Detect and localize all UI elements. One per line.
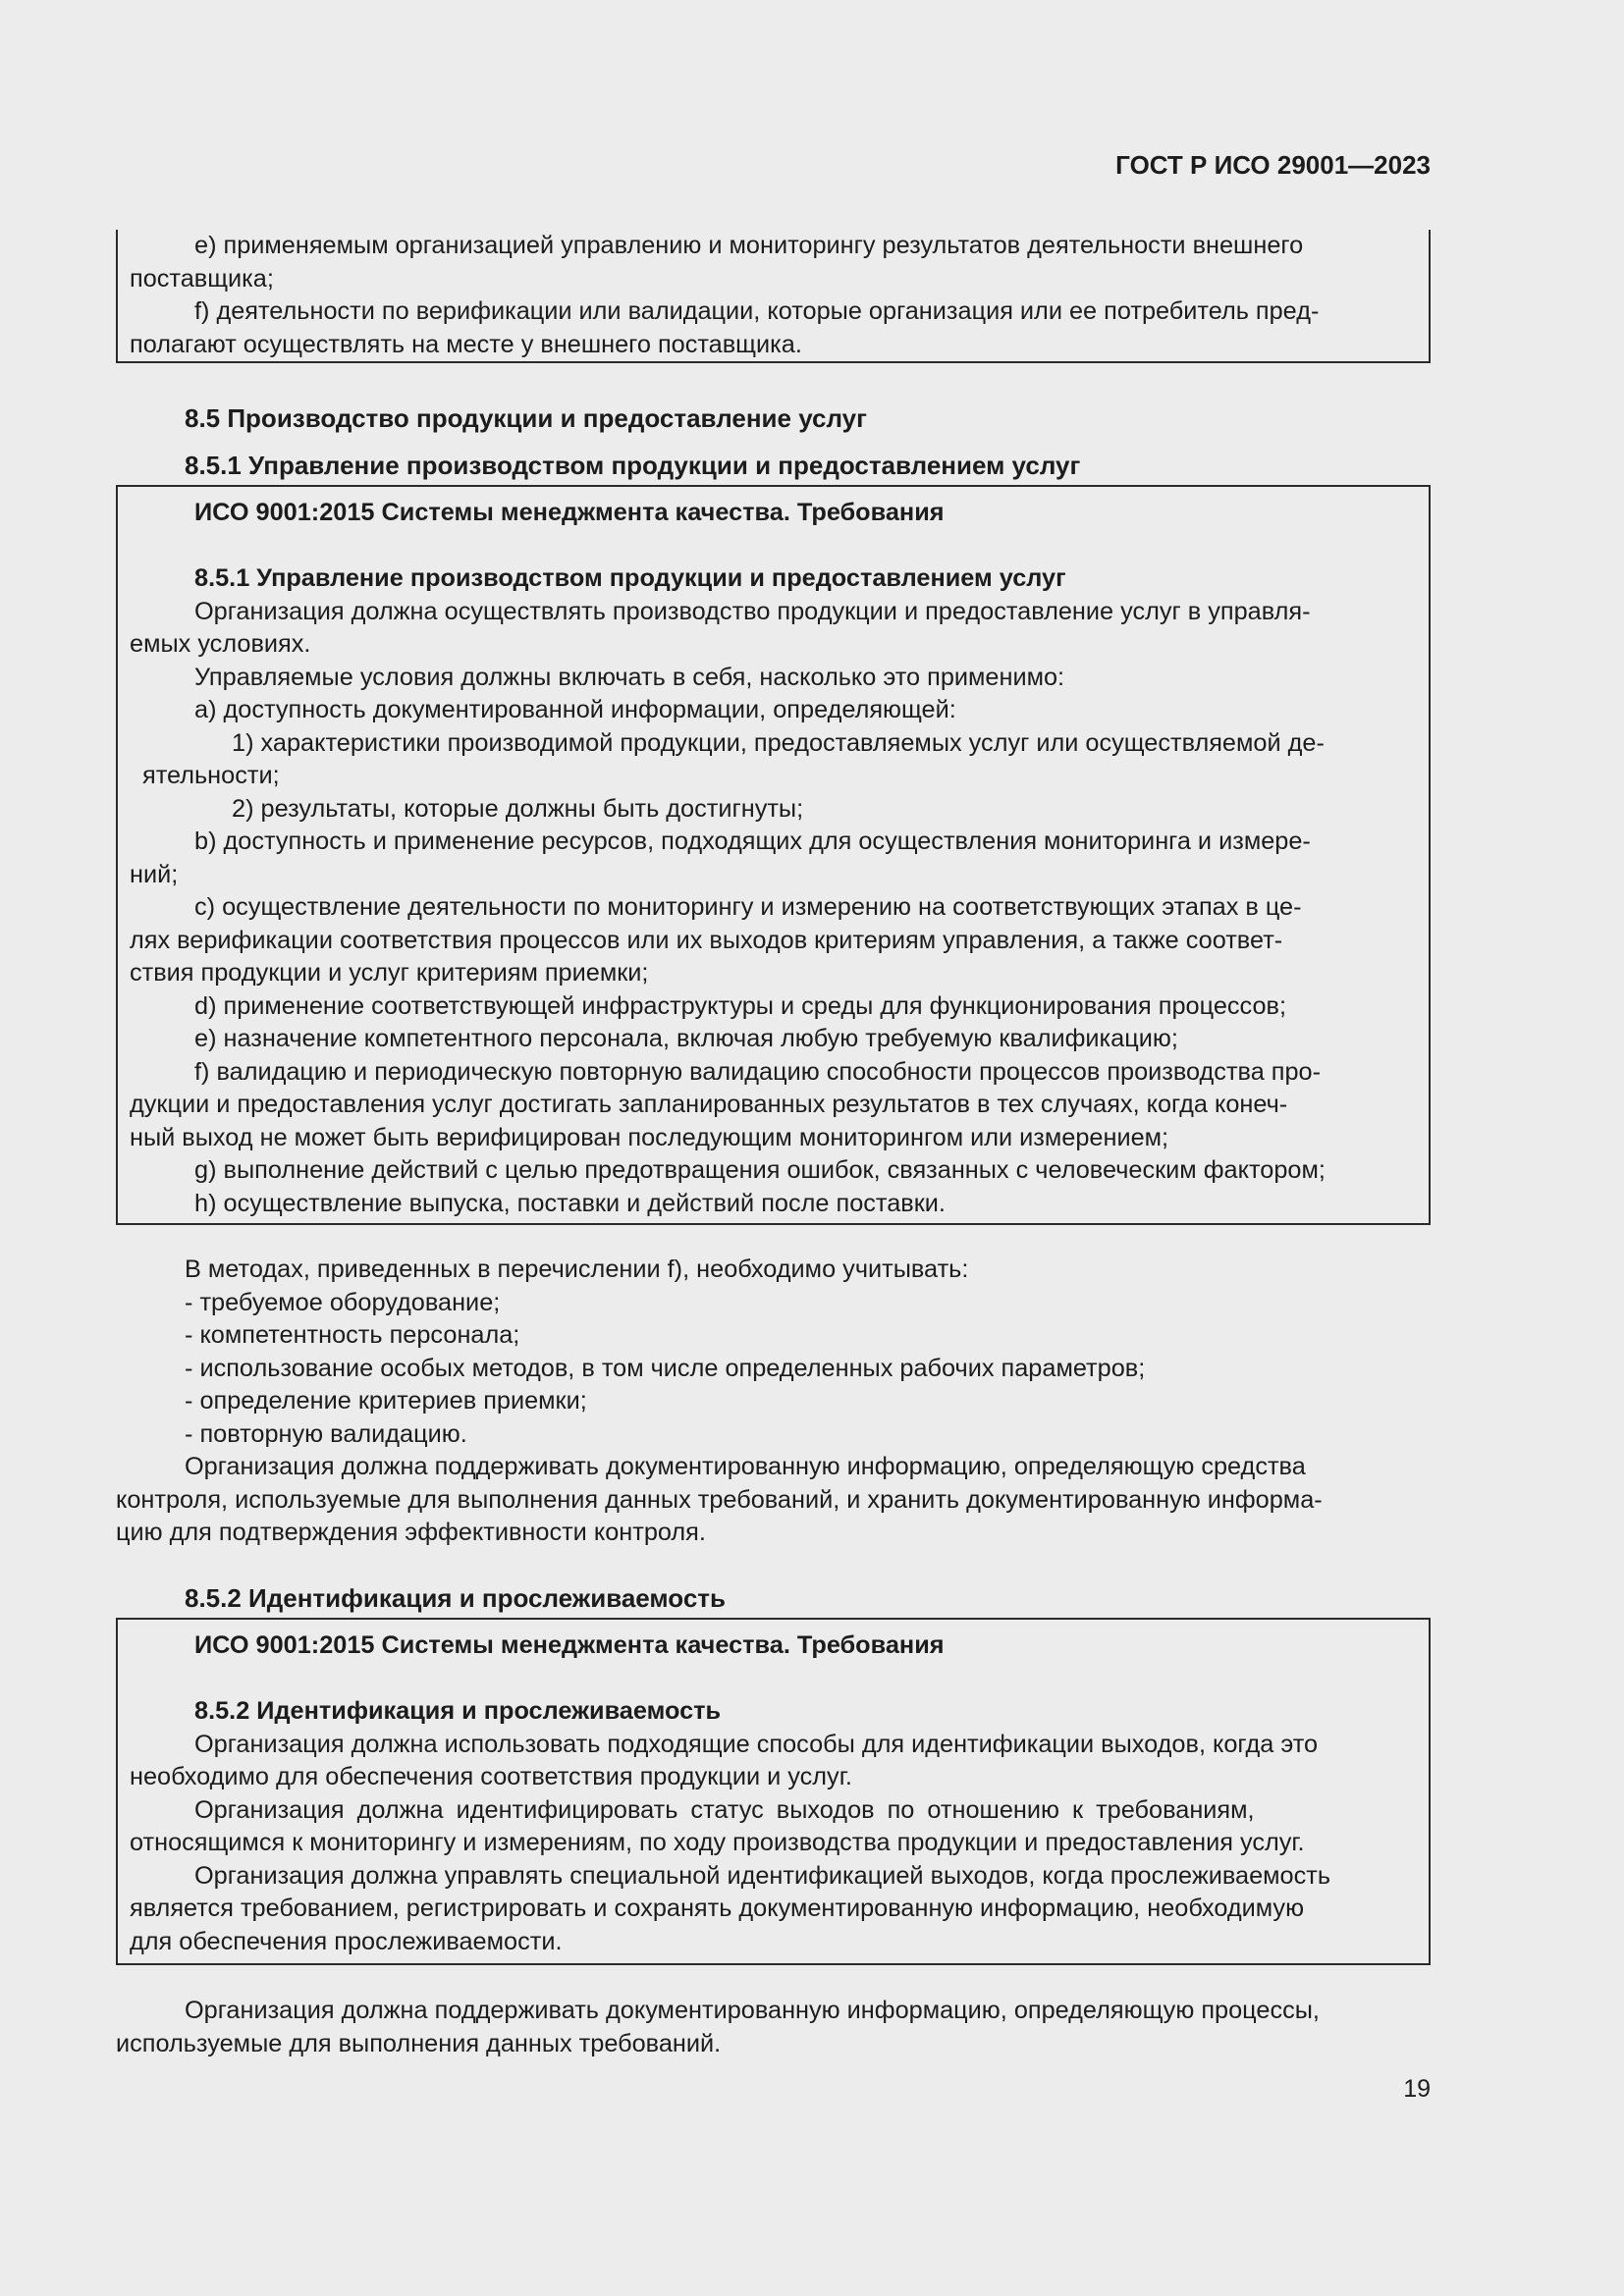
list-item-h: h) осуществление выпуска, поставки и действий после поставки. (194, 1189, 946, 1217)
spacer (130, 1663, 1419, 1696)
list-item-a2: 2) результаты, которые должны быть достигнуты; (232, 794, 804, 823)
iso-quote-box-8-5-2 (116, 1618, 1431, 1965)
paragraph-line: Организация должна идентифицировать статус выходов по отношению к требованиям, (194, 1795, 1255, 1824)
requirements-box-continued (116, 230, 1431, 363)
dash-list-item: - компетентность персонала; (185, 1321, 520, 1349)
list-item-b-continued: ний; (130, 860, 179, 888)
list-item-a1-continued: ятельности; (142, 762, 280, 789)
paragraph-line: емых условиях. (130, 630, 311, 658)
list-item-c: c) осуществление деятельности по мониторингу и измерению на соответствующих этапах в це- (194, 893, 1302, 921)
section-heading-8-5: 8.5 Производство продукции и предоставление услуг (185, 403, 867, 433)
list-item-f-line: полагают осуществлять на месте у внешнего поставщика. (130, 330, 802, 358)
methods-intro: В методах, приведенных в перечислении f), необходимо учитывать: (185, 1255, 969, 1283)
list-item-b: b) доступность и применение ресурсов, подходящих для осуществления мониторинга и измере- (194, 828, 1311, 855)
page-number: 19 (1403, 2075, 1431, 2103)
section-heading-8-5-2: 8.5.2 Идентификация и прослеживаемость (185, 1583, 727, 1613)
methods-section (116, 1254, 1431, 1550)
list-item-a1: 1) характеристики производимой продукции, предоставляемых услуг или осуществляемой де- (232, 728, 1325, 757)
iso-quote-box-8-5-1 (116, 485, 1431, 1225)
paragraph-line: используемые для выполнения данных требований. (116, 2029, 722, 2057)
section-heading-8-5-1: 8.5.1 Управление производством продукции и предоставлением услуг (185, 451, 1081, 480)
paragraph-line: необходимо для обеспечения соответствия продукции и услуг. (130, 1763, 852, 1790)
iso-standard-title: ИСО 9001:2015 Системы менеджмента качества. Требования (194, 1631, 945, 1659)
dash-list-item: - требуемое оборудование; (185, 1288, 501, 1316)
dash-list-item: - повторную валидацию. (185, 1419, 467, 1448)
paragraph-line: Организация должна использовать подходящие способы для идентификации выходов, когда это (194, 1730, 1319, 1758)
list-item-e: e) назначение компетентного персонала, включая любую требуемую квалификацию; (194, 1025, 1178, 1052)
spacer (130, 530, 1419, 563)
list-item-f: f) валидацию и периодическую повторную валидацию способности процессов производства про- (194, 1057, 1322, 1086)
iso-standard-title: ИСО 9001:2015 Системы менеджмента качества. Требования (194, 499, 945, 526)
iso-clause-heading: 8.5.1 Управление производством продукции и предоставлением услуг (194, 564, 1066, 592)
document-header-standard-code: ГОСТ Р ИСО 29001—2023 (1115, 150, 1431, 180)
list-item-e-line: e) применяемым организацией управлению и мониторингу результатов деятельности внешнего (194, 232, 1304, 259)
paragraph-line: Управляемые условия должны включать в себя, насколько это применимо: (194, 663, 1065, 691)
paragraph-line: относящимся к мониторингу и измерениям, по ходу производства продукции и предоставления услуг. (130, 1829, 1305, 1856)
paragraph-line: для обеспечения прослеживаемости. (130, 1927, 563, 1955)
list-item-d: d) применение соответствующей инфраструктуры и среды для функционирования процессов; (194, 991, 1287, 1020)
paragraph-line: контроля, используемые для выполнения данных требований, и хранить документированную информа- (116, 1485, 1323, 1514)
list-item-f-continued: ный выход не может быть верифицирован последующим мониторингом или измерением; (130, 1123, 1169, 1151)
dash-list-item: - определение критериев приемки; (185, 1387, 587, 1415)
list-item-g: g) выполнение действий с целью предотвращения ошибок, связанных с человеческим фактором; (194, 1156, 1326, 1184)
final-paragraph (116, 1995, 1431, 2060)
list-item-a: a) доступность документированной информации, определяющей: (194, 696, 956, 723)
paragraph-line: Организация должна управлять специальной идентификацией выходов, когда прослеживаемость (194, 1861, 1331, 1890)
list-item-c-continued: ствия продукции и услуг критериям приемки; (130, 959, 649, 987)
list-item-f-line: f) деятельности по верификации или валидации, которые организация или ее потребитель пред- (194, 297, 1320, 325)
paragraph-line: цию для подтверждения эффективности контроля. (116, 1519, 706, 1546)
paragraph-line: Организация должна поддерживать документированную информацию, определяющую средства (185, 1453, 1306, 1480)
list-item-f-continued: дукции и предоставления услуг достигать запланированных результатов в тех случаях, когда конеч- (130, 1091, 1288, 1118)
paragraph-line: Организация должна поддерживать документированную информацию, определяющую процессы, (185, 1997, 1320, 2024)
iso-clause-heading: 8.5.2 Идентификация и прослеживаемость (194, 1697, 722, 1725)
paragraph-line: является требованием, регистрировать и сохранять документированную информацию, необходимую (130, 1895, 1305, 1922)
paragraph-line: Организация должна осуществлять производство продукции и предоставление услуг в управля- (194, 597, 1311, 625)
dash-list-item: - использование особых методов, в том числе определенных рабочих параметров; (185, 1354, 1146, 1382)
list-item-e-line: поставщика; (130, 264, 274, 293)
list-item-c-continued: лях верификации соответствия процессов или их выходов критериям управления, а также соответ- (130, 926, 1283, 954)
